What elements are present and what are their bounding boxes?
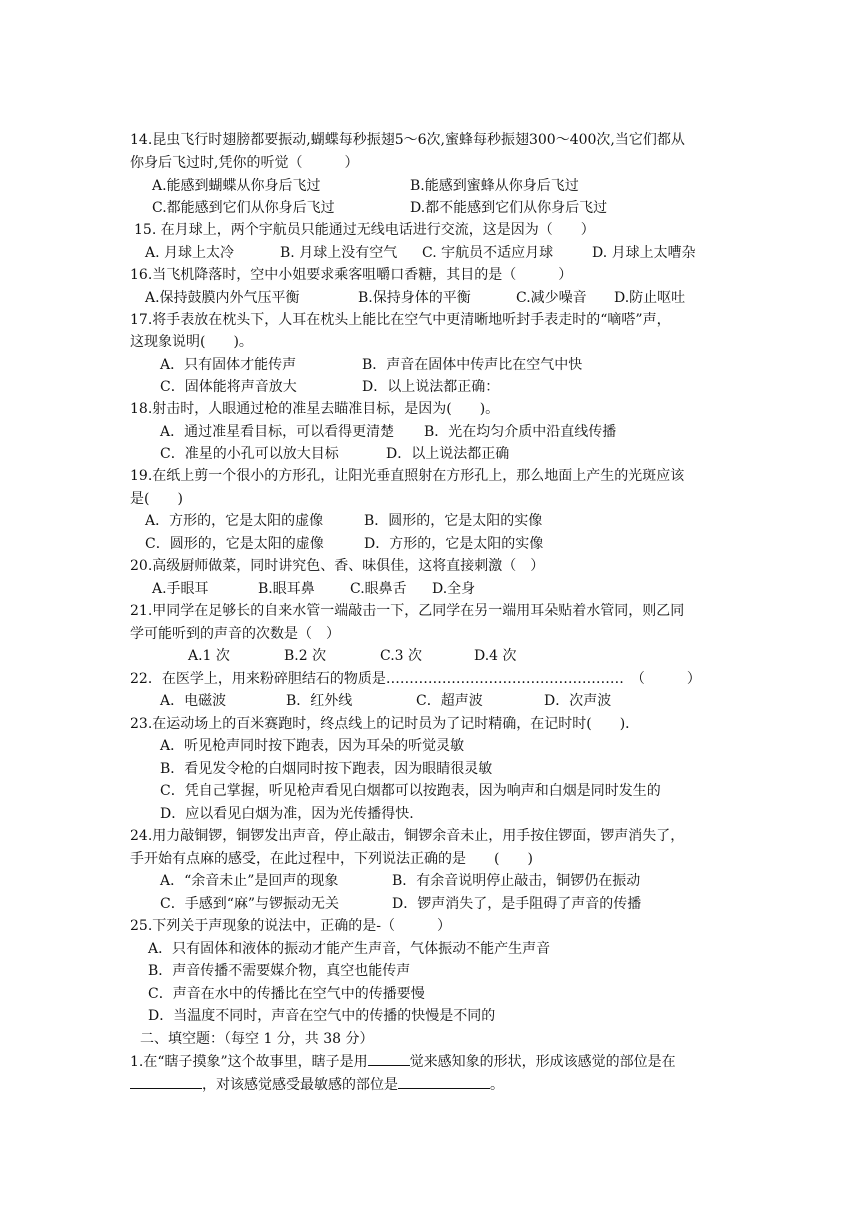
q24-option-c: C．手感到“麻”与锣振动无关 bbox=[160, 896, 340, 912]
q22-option-a: A．电磁波 bbox=[160, 693, 227, 709]
q20-option-c: C.眼鼻舌 bbox=[350, 581, 407, 597]
q23-option-d: D．应以看见白烟为准，因为光传播得快. bbox=[160, 806, 414, 822]
q23-option-a: A．听见枪声同时按下跑表，因为耳朵的听觉灵敏 bbox=[160, 738, 465, 754]
q24-stem-1: 24.用力敲铜锣，铜锣发出声音，停止敲击，铜锣余音未止，用手按住锣面，锣声消失了， bbox=[130, 828, 685, 844]
q25-option-d: D．当温度不同时，声音在空气中的传播的快慢是不同的 bbox=[148, 1008, 496, 1024]
q16-stem: 16.当飞机降落时，空中小姐要求乘客咀嚼口香糖，其目的是（ ） bbox=[130, 267, 573, 283]
q23-option-b: B．看见发令枪的白烟同时按下跑表，因为眼睛很灵敏 bbox=[160, 761, 493, 777]
q21-option-a: A.1 次 bbox=[188, 648, 230, 664]
q21-option-c: C.3 次 bbox=[380, 648, 423, 664]
q19-option-c: C．圆形的，它是太阳的虚像 bbox=[145, 536, 324, 552]
q14-option-c: C.都能感到它们从你身后飞过 bbox=[152, 200, 335, 216]
q14-option-b: B.能感到蜜蜂从你身后飞过 bbox=[410, 178, 579, 194]
q20-option-a: A.手眼耳 bbox=[152, 581, 209, 597]
q25-option-b: B．声音传播不需要媒介物，真空也能传声 bbox=[148, 963, 411, 979]
q21-stem-2: 学可能听到的声音的次数是（ ） bbox=[130, 626, 340, 642]
q24-option-a: A．“余音未止”是回声的现象 bbox=[160, 873, 339, 889]
q20-option-d: D.全身 bbox=[432, 581, 476, 597]
fill-q1-text-3: ，对该感觉感受最敏感的部位是 bbox=[202, 1077, 398, 1093]
q24-stem-2: 手开始有点麻的感受，在此过程中，下列说法正确的是 ( ) bbox=[130, 851, 533, 867]
q24-option-d: D．锣声消失了，是手阻碍了声音的传播 bbox=[392, 896, 642, 912]
q25-option-a: A．只有固体和液体的振动才能产生声音，气体振动不能产生声音 bbox=[148, 941, 551, 957]
section-heading: 二、填空题：（每空 1 分，共 38 分） bbox=[140, 1031, 374, 1047]
q16-option-c: C.减少噪音 bbox=[516, 290, 587, 306]
fill-blank-2[interactable] bbox=[130, 1074, 202, 1089]
q20-stem: 20.高级厨师做菜，同时讲究色、香、味俱佳，这将直接刺激（ ） bbox=[130, 558, 545, 574]
q22-option-d: D．次声波 bbox=[544, 693, 612, 709]
q15-option-d: D. 月球上太嘈杂 bbox=[592, 245, 696, 261]
q16-option-d: D.防止呕吐 bbox=[614, 290, 686, 306]
q18-option-b: B．光在均匀介质中沿直线传播 bbox=[424, 424, 617, 440]
q20-option-b: B.眼耳鼻 bbox=[258, 581, 315, 597]
fill-q1-line-2 bbox=[130, 1074, 504, 1095]
q25-option-c: C．声音在水中的传播比在空气中的传播要慢 bbox=[148, 986, 425, 1002]
q24-option-b: B．有余音说明停止敲击，铜锣仍在振动 bbox=[392, 873, 641, 889]
q21-stem-1: 21.甲同学在足够长的自来水管一端敲击一下，乙同学在另一端用耳朵贴着水管同，则乙同 bbox=[130, 603, 685, 619]
q14-option-d: D.都不能感到它们从你身后飞过 bbox=[410, 200, 608, 216]
q17-option-c: C．固体能将声音放大 bbox=[160, 379, 297, 395]
q25-stem: 25.下列关于声现象的说法中，正确的是-（ ） bbox=[130, 918, 451, 934]
q17-stem-1: 17.将手表放在枕头下，人耳在枕头上能比在空气中更清晰地听封手表走时的“嘀嗒”声， bbox=[130, 312, 671, 328]
q15-stem: 15. 在月球上，两个宇航员只能通过无线电话进行交流，这是因为（ ） bbox=[134, 222, 595, 238]
q17-option-b: B．声音在固体中传声比在空气中快 bbox=[362, 357, 583, 373]
q18-option-d: D．以上说法都正确 bbox=[386, 446, 510, 462]
fill-blank-1[interactable] bbox=[368, 1051, 410, 1066]
q17-option-a: A．只有固体才能传声 bbox=[160, 357, 297, 373]
q14-stem-1: 14.昆虫飞行时翅膀都要振动,蝴蝶每秒振翅5～6次,蜜蜂每秒振翅300～400次,当它们都从 bbox=[130, 132, 685, 148]
q19-option-a: A．方形的，它是太阳的虚像 bbox=[145, 513, 324, 529]
q23-stem: 23.在运动场上的百米赛跑时，终点线上的记时员为了记时精确，在记时时( )． bbox=[130, 716, 640, 732]
q14-stem-2: 你身后飞过时,凭你的听觉（ ） bbox=[130, 155, 359, 171]
fill-q1-text-1: 1.在“瞎子摸象”这个故事里，瞎子是用 bbox=[130, 1054, 368, 1070]
q18-stem: 18.射击时，人眼通过枪的准星去瞄准目标，是因为( )。 bbox=[130, 401, 500, 417]
q15-option-b: B. 月球上没有空气 bbox=[280, 245, 398, 261]
q23-option-c: C．凭自己掌握，听见枪声看见白烟都可以按跑表，因为响声和白烟是同时发生的 bbox=[160, 783, 661, 799]
q16-option-a: A.保持鼓膜内外气压平衡 bbox=[145, 290, 300, 306]
q19-stem-2: 是( ) bbox=[130, 491, 183, 507]
fill-q1-text-2: 觉来感知象的形状，形成该感觉的部位是在 bbox=[409, 1054, 676, 1070]
q19-stem-1: 19.在纸上剪一个很小的方形孔，让阳光垂直照射在方形孔上，那么地面上产生的光斑应该 bbox=[130, 468, 685, 484]
q19-option-b: B．圆形的，它是太阳的实像 bbox=[364, 513, 543, 529]
q21-option-b: B.2 次 bbox=[284, 648, 327, 664]
q15-option-a: A. 月球上太冷 bbox=[145, 245, 235, 261]
fill-q1-line-1 bbox=[130, 1051, 676, 1072]
fill-q1-text-4: 。 bbox=[490, 1077, 504, 1093]
q19-option-d: D．方形的，它是太阳的实像 bbox=[364, 536, 544, 552]
q22-option-c: C．超声波 bbox=[416, 693, 483, 709]
q15-option-c: C. 宇航员不适应月球 bbox=[422, 245, 554, 261]
q18-option-c: C．准星的小孔可以放大目标 bbox=[160, 446, 339, 462]
q17-stem-2: 这现象说明( )。 bbox=[130, 334, 253, 350]
fill-blank-3[interactable] bbox=[398, 1074, 490, 1089]
q21-option-d: D.4 次 bbox=[474, 648, 517, 664]
q14-option-a: A.能感到蝴蝶从你身后飞过 bbox=[152, 178, 321, 194]
q22-stem: 22．在医学上，用来粉碎胆结石的物质是…………………………………………… （ ） bbox=[130, 671, 701, 687]
q16-option-b: B.保持身体的平衡 bbox=[358, 290, 471, 306]
q17-option-d: D．以上说法都正确： bbox=[362, 379, 500, 395]
q22-option-b: B．红外线 bbox=[286, 693, 353, 709]
q18-option-a: A．通过准星看目标，可以看得更清楚 bbox=[160, 424, 395, 440]
